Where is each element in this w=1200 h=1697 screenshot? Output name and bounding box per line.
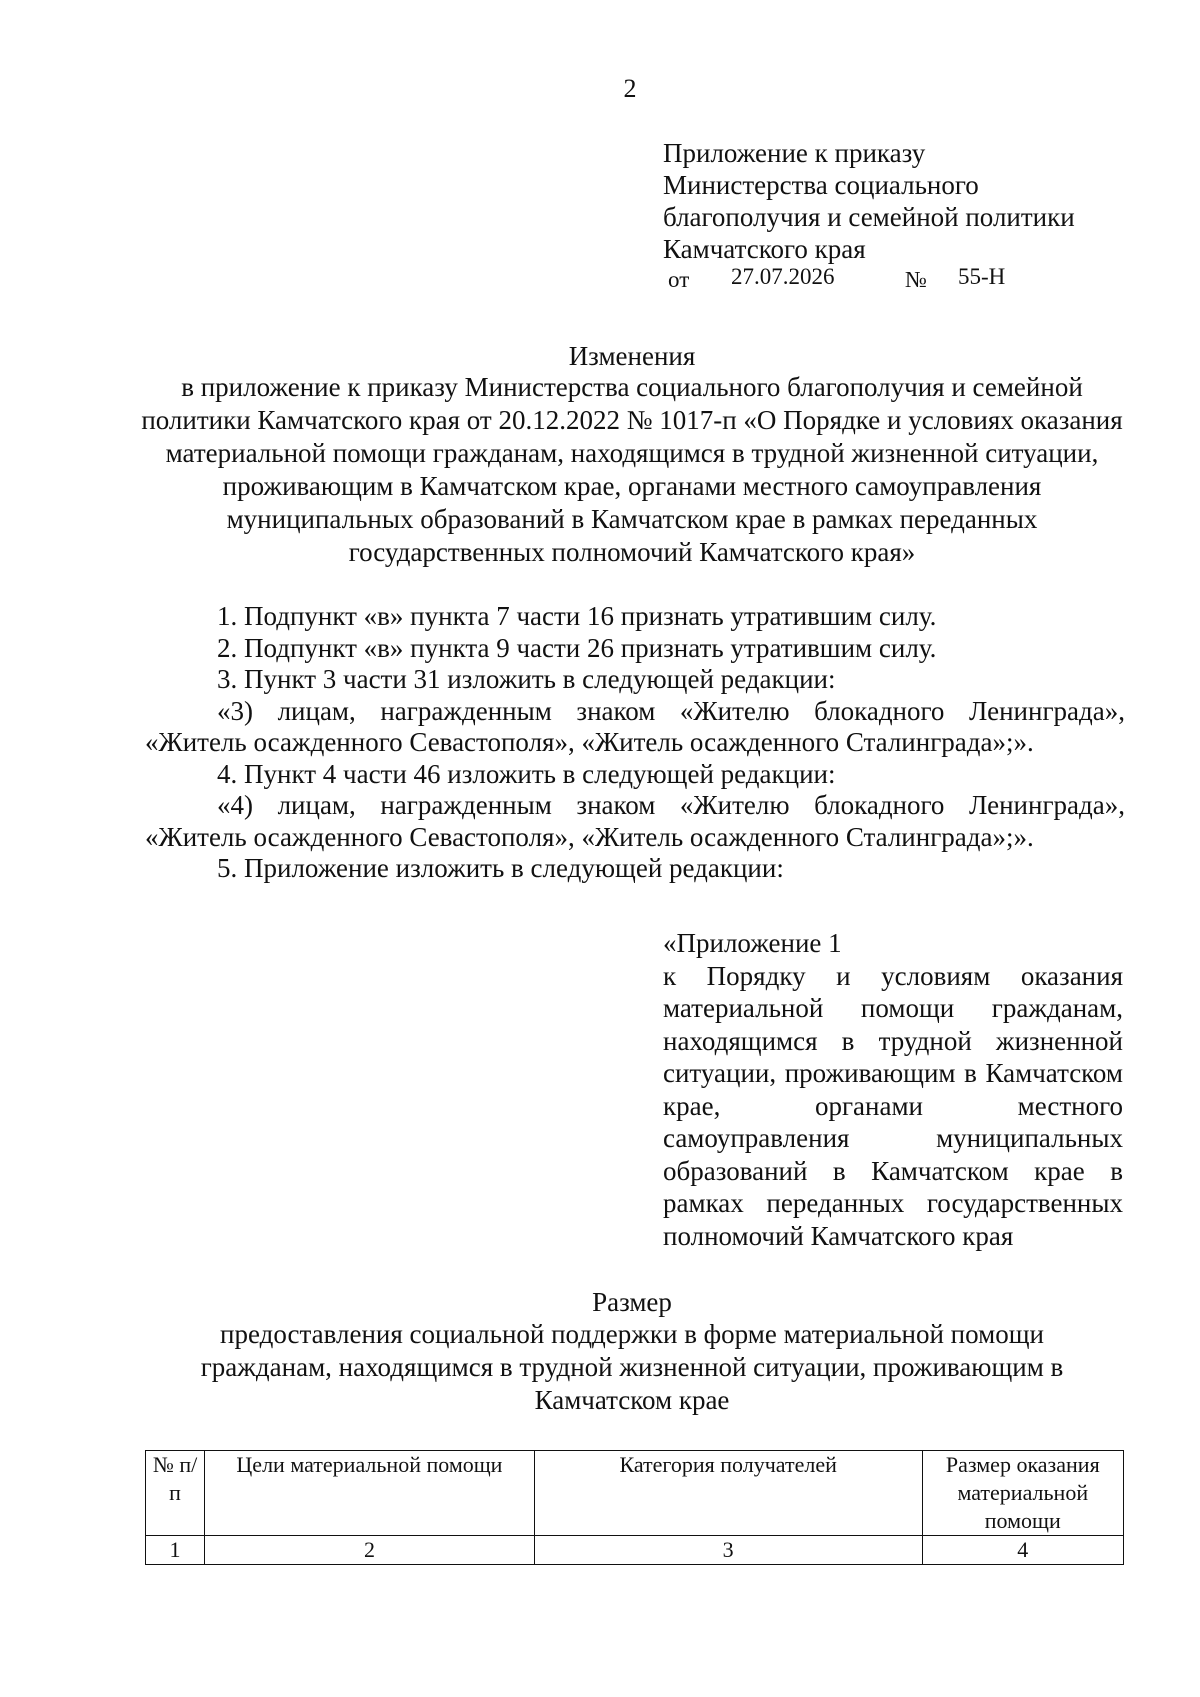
order-number: 55-Н (958, 264, 1006, 289)
annex-header-line: Министерства социального (663, 170, 979, 200)
amendment-item: «3) лицам, награжденным знаком «Жителю блокадного Ленинграда», «Житель осажденного Севастополя», «Житель осажденного Сталинграда»;». (145, 695, 1125, 757)
table-row (146, 1536, 1124, 1565)
amendment-item: 1. Подпункт «в» пункта 7 части 16 признать утратившим силу. (217, 601, 937, 631)
changes-title: Изменения (568, 341, 696, 371)
annex-header-line: Камчатского края (663, 234, 866, 264)
table-header-row (146, 1451, 1124, 1536)
amendment-item: «4) лицам, награжденным знаком «Жителю блокадного Ленинграда», «Житель осажденного Севастополя», «Житель осажденного Сталинграда»;». (145, 790, 1125, 852)
annex-header-line: Приложение к приказу (663, 138, 926, 168)
header-category: Категория получателей (534, 1451, 922, 1536)
number-prefix: № (905, 267, 927, 292)
appendix-body: к Порядку и условиям оказания материальной помощи гражданам, находящимся в трудной жизненной ситуации, проживающим в Камчатском крае, органами местного самоуправления муниципальных образований в Камчатском крае в рамках переданных государственных полномочий Камчатского края (663, 960, 1123, 1251)
page-number: 2 (623, 74, 637, 103)
assistance-table (145, 1450, 1124, 1565)
size-subtitle: предоставления социальной поддержки в форме материальной помощи гражданам, находящимся в трудной жизненной ситуации, проживающим в Камчатском крае (200, 1319, 1064, 1415)
amendment-item: 4. Пункт 4 части 46 изложить в следующей редакции: (217, 758, 836, 789)
table-cell: 1 (146, 1536, 205, 1565)
annex-header-line: благополучия и семейной политики (663, 202, 1075, 232)
date-prefix: от (668, 267, 690, 292)
changes-subtitle: в приложение к приказу Министерства социального благополучия и семейной политики Камчатского края от 20.12.2022 № 1017-п «О Порядке и условиях оказания материальной помощи гражданам, находящимся в трудной жизненной ситуации, проживающим в Камчатском крае, органами местного самоуправления муниципальных образований в Камчатском крае в рамках переданных государственных полномочий Камчатского края» (141, 372, 1123, 567)
header-amount: Размер оказания материальной помощи (922, 1451, 1123, 1536)
amendment-item: 3. Пункт 3 части 31 изложить в следующей редакции: (217, 664, 836, 694)
appendix-title: «Приложение 1 (663, 928, 842, 958)
annex-header (663, 137, 1133, 265)
amendment-item: 2. Подпункт «в» пункта 9 части 26 признать утратившим силу. (217, 632, 937, 663)
order-date: 27.07.2026 (731, 264, 835, 289)
header-number: № п/п (146, 1451, 205, 1536)
size-title: Размер (592, 1287, 672, 1317)
table-cell: 3 (534, 1536, 922, 1565)
amendment-item: 5. Приложение изложить в следующей редакции: (217, 853, 784, 883)
amendment-items (145, 601, 1125, 885)
header-purpose: Цели материальной помощи (205, 1451, 535, 1536)
table-cell: 2 (205, 1536, 535, 1565)
appendix-block (663, 927, 1123, 1252)
table-cell: 4 (922, 1536, 1123, 1565)
